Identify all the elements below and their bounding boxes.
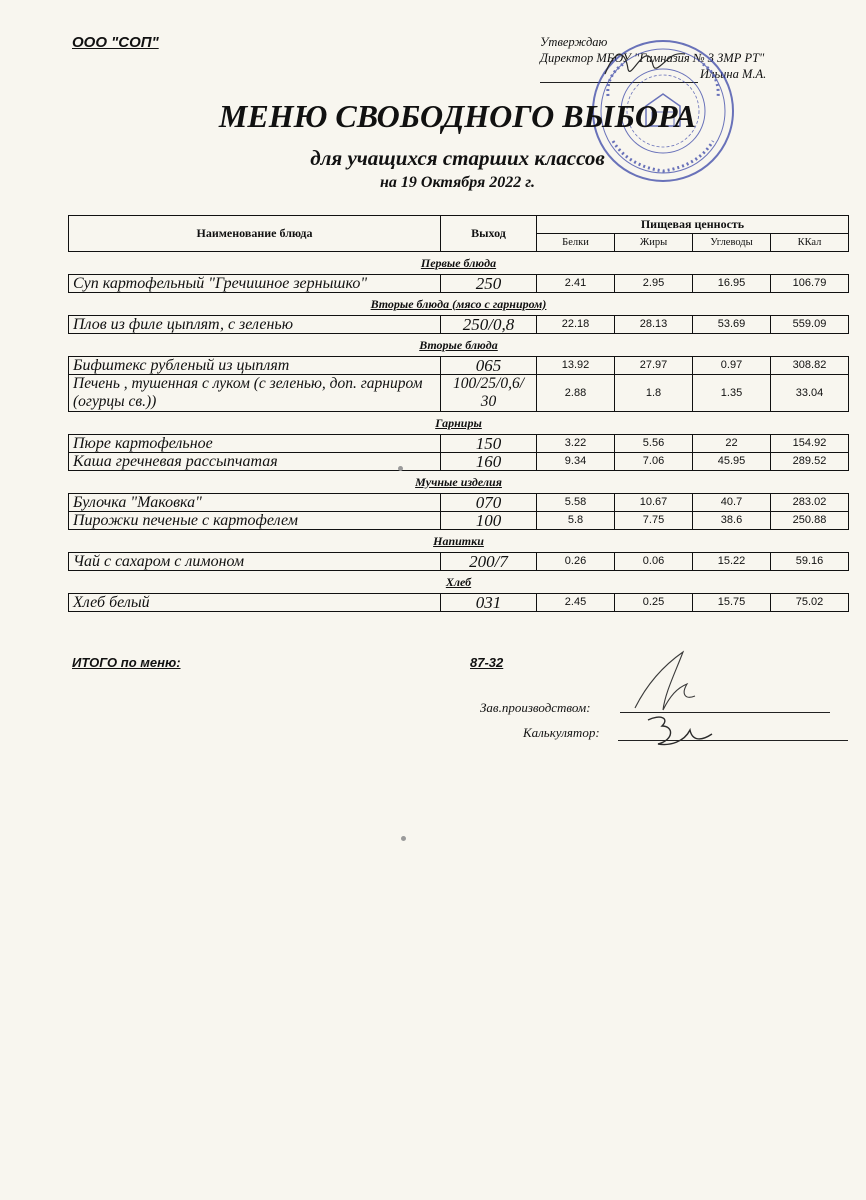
table-row	[69, 375, 849, 412]
dish-output: 065	[441, 357, 537, 375]
dish-name: Суп картофельный "Гречишное зернышко"	[69, 275, 441, 293]
dish-carbs: 16.95	[693, 275, 771, 293]
dish-output: 200/7	[441, 553, 537, 571]
dish-kcal: 250.88	[771, 512, 849, 530]
dish-protein: 2.88	[537, 375, 615, 412]
dish-carbs: 15.22	[693, 553, 771, 571]
total-label: ИТОГО по меню:	[72, 655, 181, 670]
approve-label: Утверждаю	[540, 35, 608, 49]
dish-protein: 9.34	[537, 453, 615, 471]
page-title: МЕНЮ СВОБОДНОГО ВЫБОРА	[218, 98, 697, 134]
dish-kcal: 33.04	[771, 375, 849, 412]
dish-carbs: 15.75	[693, 594, 771, 612]
dish-protein: 5.8	[537, 512, 615, 530]
dish-name: Каша гречневая рассыпчатая	[69, 453, 441, 471]
dish-output: 031	[441, 594, 537, 612]
column-header-output: Выход	[441, 216, 537, 252]
dish-kcal: 106.79	[771, 275, 849, 293]
dish-name: Хлеб белый	[69, 594, 441, 612]
table-row	[69, 494, 849, 512]
dish-kcal: 559.09	[771, 316, 849, 334]
column-header-name: Наименование блюда	[69, 216, 441, 252]
dish-kcal: 154.92	[771, 435, 849, 453]
page-subtitle: для учащихся старших классов	[310, 146, 605, 170]
dish-kcal: 59.16	[771, 553, 849, 571]
dish-name: Булочка "Маковка"	[69, 494, 441, 512]
menu-table	[68, 215, 849, 612]
dish-fat: 7.75	[615, 512, 693, 530]
production-manager-label: Зав.производством:	[480, 700, 591, 715]
dish-kcal: 75.02	[771, 594, 849, 612]
dish-carbs: 53.69	[693, 316, 771, 334]
table-row	[69, 275, 849, 293]
section-title: Напитки	[433, 533, 484, 548]
table-row	[69, 357, 849, 375]
dish-protein: 22.18	[537, 316, 615, 334]
section-title: Хлеб	[445, 574, 472, 589]
approve-director: Директор МБОУ "Гимназия № 3 ЗМР РТ"	[540, 51, 765, 65]
dish-fat: 28.13	[615, 316, 693, 334]
calculator-label: Калькулятор:	[523, 725, 600, 740]
dish-name: Плов из филе цыплят, с зеленью	[69, 316, 441, 334]
column-header-protein: Белки	[537, 234, 615, 252]
dish-output: 150	[441, 435, 537, 453]
dish-protein: 2.41	[537, 275, 615, 293]
table-row	[69, 553, 849, 571]
dish-name: Чай с сахаром с лимоном	[69, 553, 441, 571]
dish-protein: 5.58	[537, 494, 615, 512]
dish-protein: 13.92	[537, 357, 615, 375]
dish-protein: 2.45	[537, 594, 615, 612]
dish-fat: 10.67	[615, 494, 693, 512]
column-header-fat: Жиры	[615, 234, 693, 252]
dish-carbs: 0.97	[693, 357, 771, 375]
dish-output: 100	[441, 512, 537, 530]
dish-fat: 0.06	[615, 553, 693, 571]
calculator-signature-icon	[640, 712, 720, 752]
column-header-nutrition: Пищевая ценность	[537, 216, 849, 234]
dish-kcal: 289.52	[771, 453, 849, 471]
dish-name: Бифштекс рубленый из цыплят	[69, 357, 441, 375]
table-row	[69, 512, 849, 530]
section-title: Мучные изделия	[415, 474, 502, 489]
dish-name: Пюре картофельное	[69, 435, 441, 453]
dish-kcal: 283.02	[771, 494, 849, 512]
dish-name: Печень , тушенная с луком (с зеленью, доп. гарниром (огурцы св.))	[69, 375, 441, 412]
table-row	[69, 594, 849, 612]
paper-speck	[401, 836, 406, 841]
dish-kcal: 308.82	[771, 357, 849, 375]
table-row	[69, 453, 849, 471]
dish-carbs: 1.35	[693, 375, 771, 412]
dish-fat: 27.97	[615, 357, 693, 375]
column-header-kcal: ККал	[771, 234, 849, 252]
dish-carbs: 45.95	[693, 453, 771, 471]
dish-output: 250	[441, 275, 537, 293]
menu-date: на 19 Октября 2022 г.	[380, 174, 535, 191]
dish-carbs: 38.6	[693, 512, 771, 530]
dish-output: 100/25/0,6/ 30	[441, 375, 537, 412]
dish-fat: 2.95	[615, 275, 693, 293]
section-title: Вторые блюда	[419, 337, 498, 352]
organization-name: ООО "СОП"	[72, 34, 159, 51]
production-signature-icon	[625, 648, 705, 718]
table-row	[69, 316, 849, 334]
dish-fat: 7.06	[615, 453, 693, 471]
paper-speck	[398, 466, 403, 471]
dish-protein: 3.22	[537, 435, 615, 453]
total-value: 87-32	[470, 655, 504, 670]
dish-protein: 0.26	[537, 553, 615, 571]
dish-output: 250/0,8	[441, 316, 537, 334]
dish-output: 160	[441, 453, 537, 471]
dish-fat: 5.56	[615, 435, 693, 453]
table-row	[69, 435, 849, 453]
dish-carbs: 22	[693, 435, 771, 453]
dish-name: Пирожки печеные с картофелем	[69, 512, 441, 530]
approve-signer: Ильина М.А.	[700, 67, 767, 81]
column-header-carbs: Углеводы	[693, 234, 771, 252]
section-title: Вторые блюда (мясо с гарниром)	[370, 296, 547, 311]
dish-fat: 0.25	[615, 594, 693, 612]
dish-fat: 1.8	[615, 375, 693, 412]
section-title: Первые блюда	[420, 255, 497, 270]
dish-carbs: 40.7	[693, 494, 771, 512]
director-signature-icon	[600, 44, 690, 84]
dish-output: 070	[441, 494, 537, 512]
section-title: Гарниры	[435, 415, 482, 430]
